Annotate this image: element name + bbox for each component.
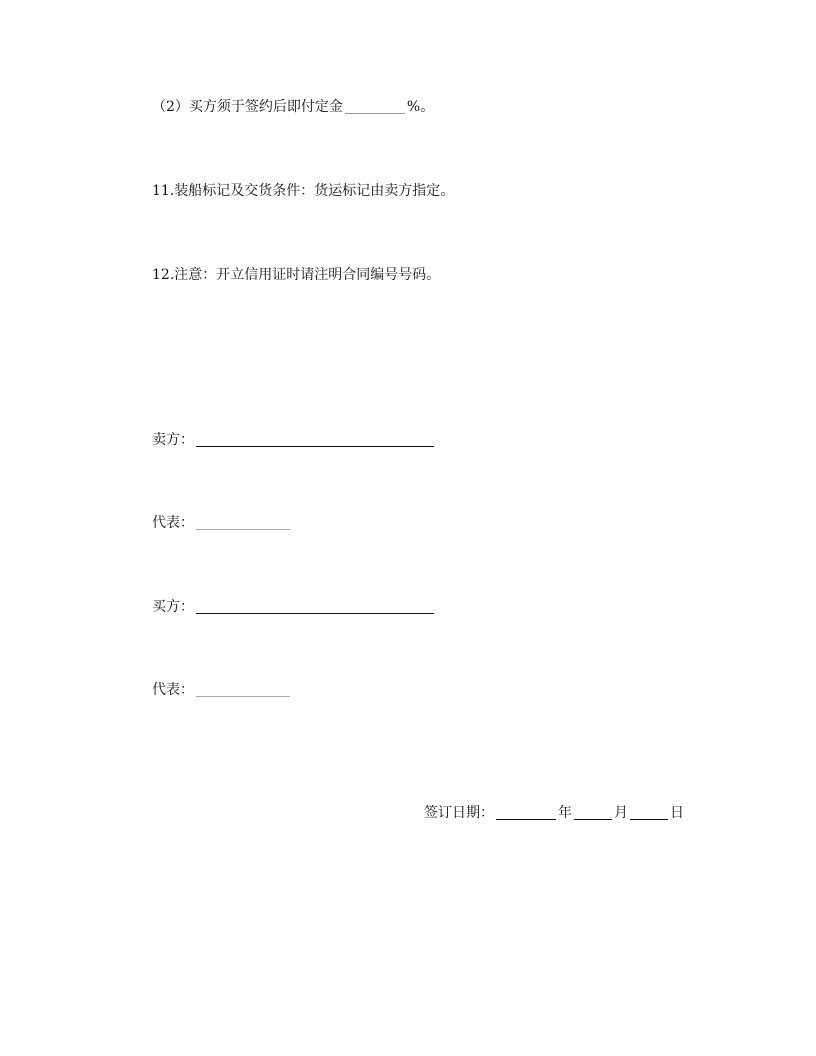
- buyer-rep-label: 代表：: [152, 682, 194, 698]
- sign-day-blank[interactable]: [630, 818, 668, 820]
- deposit-clause-text: （2）买方须于签约后即付定金: [152, 99, 343, 115]
- deposit-clause-suffix: %。: [406, 99, 435, 115]
- seller-representative-line: [152, 513, 292, 533]
- buyer-representative-line: [152, 680, 292, 700]
- seller-label: 卖方：: [152, 432, 194, 448]
- buyer-signature-line: [152, 597, 436, 617]
- sign-year-label: 年: [558, 805, 572, 821]
- buyer-name-blank[interactable]: [196, 612, 434, 614]
- deposit-clause: [152, 97, 434, 117]
- seller-rep-label: 代表：: [152, 515, 194, 531]
- sign-date-line: [424, 803, 684, 823]
- seller-signature-line: [152, 430, 436, 450]
- seller-rep-blank[interactable]: [196, 528, 290, 530]
- deposit-percent-blank[interactable]: [345, 112, 405, 114]
- note-clause: 12.注意：开立信用证时请注明合同编号号码。: [152, 267, 441, 283]
- sign-month-label: 月: [614, 805, 628, 821]
- seller-name-blank[interactable]: [196, 445, 434, 447]
- sign-day-label: 日: [670, 805, 684, 821]
- shipping-marks-clause: 11.装船标记及交货条件：货运标记由卖方指定。: [152, 183, 455, 199]
- sign-date-label: 签订日期：: [424, 805, 494, 821]
- sign-year-blank[interactable]: [496, 818, 556, 820]
- sign-month-blank[interactable]: [574, 818, 612, 820]
- buyer-rep-blank[interactable]: [196, 695, 290, 697]
- buyer-label: 买方：: [152, 599, 194, 615]
